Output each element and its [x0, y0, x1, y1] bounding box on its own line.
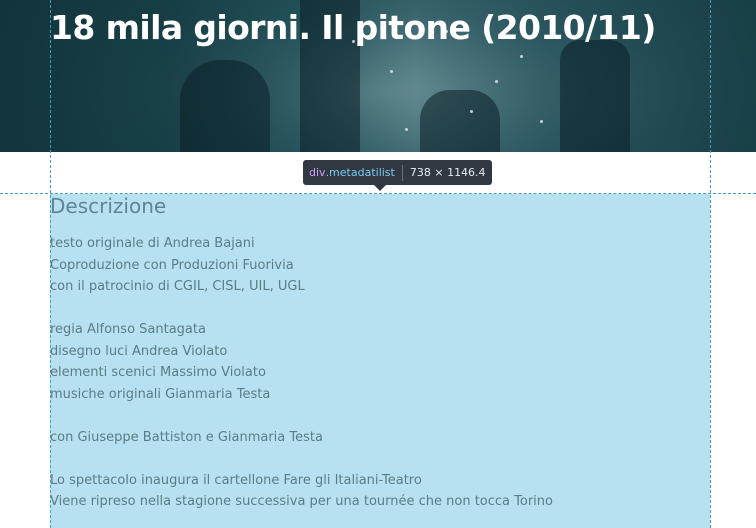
hero-banner: [0, 0, 756, 152]
description-line: regia Alfonso Santagata: [50, 322, 206, 337]
description-line: elementi scenici Massimo Violato: [50, 365, 266, 380]
description-line: con il patrocinio di CGIL, CISL, UIL, UGL: [50, 279, 305, 294]
description-line: con Giuseppe Battiston e Gianmaria Testa: [50, 429, 323, 445]
description-line: Viene ripreso nella stagione successiva per una tournée che non tocca Torino: [50, 494, 553, 509]
section-heading: Descrizione: [50, 194, 167, 218]
stage-photo-shape: [180, 60, 270, 152]
tooltip-size: 738 × 1146.4: [409, 166, 486, 179]
guide-line-right: [710, 0, 711, 528]
description-line: disegno luci Andrea Violato: [50, 343, 228, 359]
description-text: [50, 233, 710, 513]
tooltip-class: .metadatilist: [325, 166, 395, 179]
stage-photo-shape: [560, 40, 630, 152]
tooltip-divider: [402, 165, 403, 181]
page-title: 18 mila giorni. Il pitone (2010/11): [50, 8, 656, 47]
description-line: musiche originali Gianmaria Testa: [50, 386, 271, 402]
stage-photo-shape: [420, 90, 500, 152]
tooltip-arrow-icon: [374, 185, 386, 191]
description-line: Coproduzione con Produzioni Fuorivia: [50, 257, 294, 273]
inspector-tooltip: [303, 160, 492, 185]
tooltip-tag: div: [309, 166, 326, 179]
description-line: testo originale di Andrea Bajani: [50, 236, 255, 251]
description-line: Lo spettacolo inaugura il cartellone Fare gli Italiani-Teatro: [50, 472, 422, 488]
